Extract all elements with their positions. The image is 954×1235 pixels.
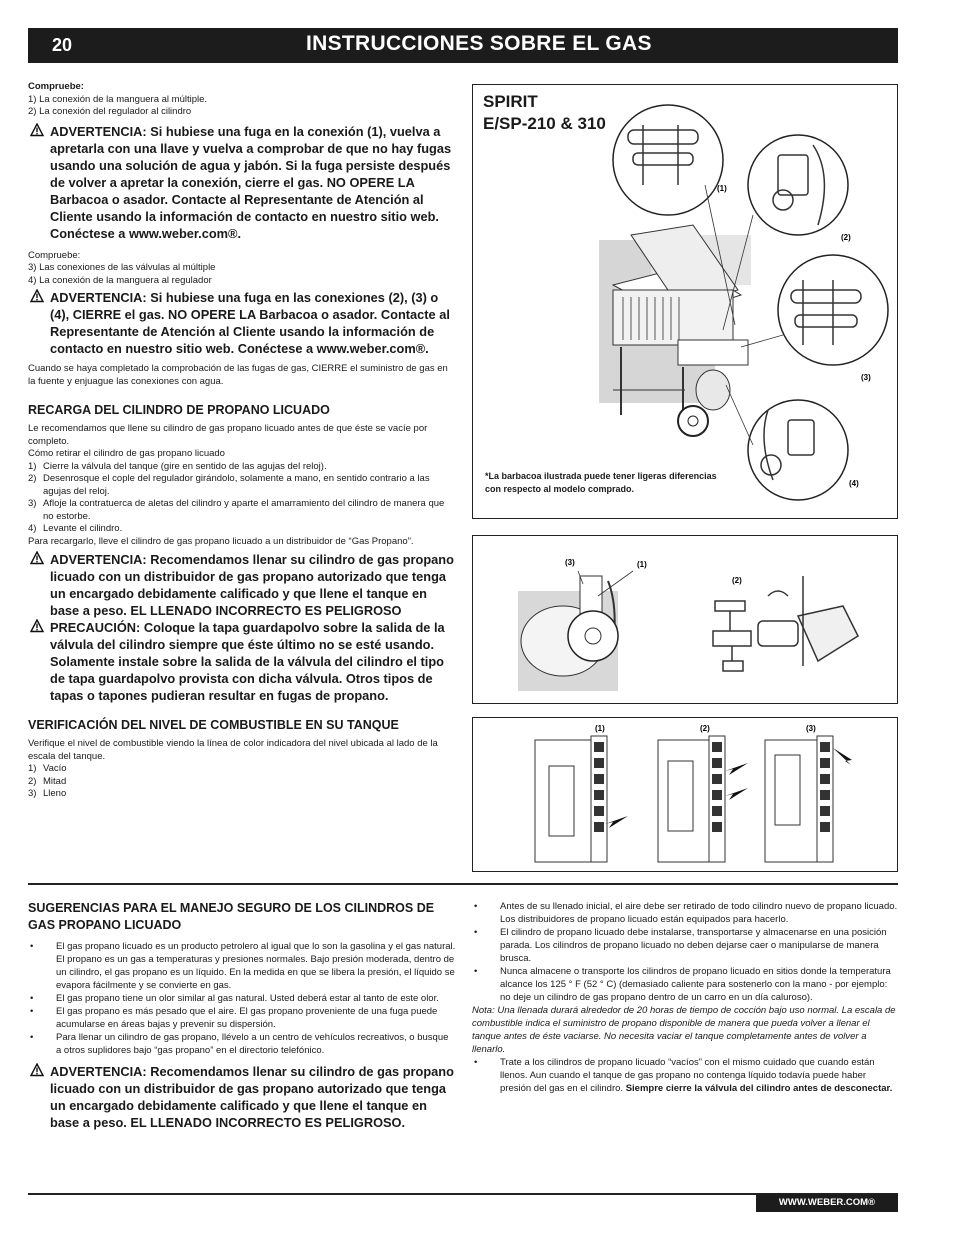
list-item: 1) Vacío (28, 763, 67, 774)
grill-illustration (473, 85, 897, 518)
callout-label-2: (2) (700, 724, 710, 733)
regulator-shape (580, 576, 602, 616)
tank-connection-illustration (473, 536, 897, 703)
warning-3-text: ADVERTENCIA: Recomendamos llenar su cilindro de gas propano licuado con un distribuidor de gas propano autorizado que tenga un encargado debidamente calificado y que llene el tanque en base a peso. EL LLENADO INCORRECTO ES PELIGROSO (50, 552, 454, 618)
check1-title: Compruebe: (28, 81, 84, 92)
list-item: 2) Mitad (28, 775, 67, 787)
warning-1-text: ADVERTENCIA: Si hubiese una fuga en la conexión (1), vuelva a apretarla con una llave y vuelva a comprobar de que no hay fugas usando una solución de agua y jabón. Si la fuga persiste después de volver a apretar la conexión, cierre el gas. NO OPERE LA Barbacoa o asador. Contacte al Representante de Atención al Cliente usando la información de contacto en nuestro sitio web. Conéctese a www.weber.com®. (50, 123, 452, 241)
list-item: 3) Afloje la contratuerca de aletas del cilindro y aparte el amarramiento del cilindro de manera que no estorbe. (28, 498, 445, 522)
list-item: • Antes de su llenado inicial, el aire debe ser retirado de todo cilindro nuevo de propano licuado. Los distribuidores de propano licuado están equipados para hacerlo. (474, 901, 898, 925)
warning-2-text: ADVERTENCIA: Si hubiese una fuga en las conexiones (2), (3) o (4), CIERRE el gas. NO OPERE LA Barbacoa o asador. Contacte al Representante de Atención al Cliente usando la información de contacto en nuestro sitio web. Conéctese a www.weber.com®. (50, 290, 450, 356)
check1-item-1: 1) La conexión de la manguera al múltiple. (28, 93, 208, 105)
figure-tank-connection (472, 535, 898, 704)
check1-item-2: 2) La conexión del regulador al cilindro (28, 106, 192, 117)
refill-note: Para recargarlo, lleve el cilindro de gas propano licuado a un distribuidor de “Gas Propano”. (28, 535, 414, 547)
caution-1 (28, 619, 456, 704)
warning-1 (28, 123, 456, 242)
list-item: • Para llenar un cilindro de gas propano, llévelo a un centro de vehículos recreativos, o busque a otros suplidores bajo “gas propano” en el directorio telefónico. (30, 1032, 449, 1056)
detail-circle-4 (748, 400, 848, 500)
level-items (28, 763, 456, 801)
refill-heading: RECARGA DEL CILINDRO DE PROPANO LICUADO (28, 403, 330, 417)
model-note: *La barbacoa ilustrada puede tener ligeras diferencias con respecto al modelo comprado. (485, 471, 717, 494)
tips-section-right (472, 900, 898, 1095)
figure-title: SPIRIT E/SP-210 & 310 (483, 92, 606, 133)
tank-shape (696, 370, 730, 410)
list-item: 1) Cierre la válvula del tanque (gire en sentido de las agujas del reloj). (28, 460, 327, 472)
list-item: • El gas propano es más pesado que el aire. El gas propano proveniente de una fuga puede acumularse en áreas bajas y prevenir su dispersión. (30, 1006, 438, 1030)
leak-check-section (28, 81, 456, 801)
list-item: 3) Lleno (28, 788, 67, 799)
list-item: 4) Levante el cilindro. (28, 523, 123, 534)
refill-intro: Le recomendamos que llene su cilindro de gas propano licuado antes de que éste se vacíe por completo. (28, 423, 428, 447)
callout-label-2: (2) (732, 576, 742, 585)
check2-title: Compruebe: (28, 249, 81, 261)
list-item: 2) Desenrosque el cople del regulador girándolo, solamente a mano, en sentido contrario a las agujas del reloj. (28, 473, 430, 497)
refill-steps (28, 461, 456, 536)
warning-icon (30, 1063, 44, 1077)
callout-label-4: (4) (849, 479, 859, 488)
tips-section-left (28, 900, 456, 1131)
scale-panel-2 (658, 736, 748, 862)
detail-circle-2 (748, 135, 848, 235)
warning-icon (30, 123, 44, 137)
page-title: INSTRUCCIONES SOBRE EL GAS (306, 32, 652, 55)
check2-item-4: 4) La conexión de la manguera al regulador (28, 274, 212, 286)
page-header (28, 28, 898, 63)
warning-icon (30, 551, 44, 565)
list-item: • Trate a los cilindros de propano licuado “vacíos” con el mismo cuidado que cuando están llenos. Aun cuando el tanque de gas propano no contenga líquido todavía puede haber presión del gas en el cilindro. Siempre cierre la válvula del cilindro antes de desconectar. (474, 1057, 893, 1094)
list-item: • El gas propano tiene un olor similar al gas natural. Usted deberá estar al tanto de este olor. (30, 993, 439, 1004)
scale-panel-1 (535, 736, 628, 862)
after-check-note: Cuando se haya completado la comprobación de las fugas de gas, CIERRE el suministro de gas en la fuente y enjuague las conexiones con agua. (28, 363, 448, 387)
section-divider (28, 883, 898, 885)
warning-2 (28, 289, 456, 357)
caution-1-text: PRECAUCIÓN: Coloque la tapa guardapolvo sobre la salida de la válvula del cilindro siempre que éste último no se esté usando. Solamente instale sobre la salida de la válvula del cilindro el tipo de tapa guardapolvo provista con dicha válvula. Otros tipos de tapas o tapones pudieran resultar en fugas de propano. (50, 620, 445, 703)
figure-grill-connections (472, 84, 898, 519)
figure-fuel-scale (472, 717, 898, 872)
check2-item-3: 3) Las conexiones de las válvulas al múltiple (28, 262, 216, 273)
callout-label-1: (1) (637, 560, 647, 569)
tips-heading: SUGERENCIAS PARA EL MANEJO SEGURO DE LOS CILINDROS DE GAS PROPANO LICUADO (28, 901, 435, 932)
callout-label-1: (1) (595, 724, 605, 733)
tips-warning (28, 1063, 456, 1131)
list-item: • El gas propano licuado es un producto petrolero al igual que lo son la gasolina y el gas natural. El propano es un gas a temperaturas y presiones normales. Bajo presión moderada, dentro de un cilindro, el gas propano es un líquido. En la medida en que se libera la presión, el líquido se evapora fácilmente y se convierte en gas. (30, 941, 456, 991)
warning-icon (30, 289, 44, 303)
callout-label-3: (3) (861, 373, 871, 382)
tips-warning-text: ADVERTENCIA: Recomendamos llenar su cilindro de gas propano licuado con un distribuidor de gas propano autorizado que tenga un encargado debidamente calificado y que llene el tanque en base a peso. EL LLENADO INCORRECTO ES PELIGROSO. (50, 1064, 454, 1130)
bold-warning: Siempre cierre la válvula del cilindro antes de desconectar. (625, 1083, 893, 1094)
tips-list-right (472, 900, 898, 1004)
level-intro: Verifique el nivel de combustible viendo la línea de color indicadora del nivel ubicada al lado de la escala del tanque. (28, 738, 438, 762)
footer-url: WWW.WEBER.COM® (756, 1194, 898, 1212)
callout-label-1: (1) (717, 184, 727, 193)
page-number: 20 (52, 35, 73, 55)
list-item: • Nunca almacene o transporte los cilindros de propano licuado en sitios donde la temperatura alcance los 125 ° F (52 ° C) (demasiado caliente para sostenerlo con la mano - por ejemplo: no deje un cilindro de gas propano dentro de un carro en un día caluroso). (474, 966, 891, 1003)
refill-how: Cómo retirar el cilindro de gas propano licuado (28, 448, 225, 459)
warning-icon (30, 619, 44, 633)
grill-side-panel (678, 340, 748, 365)
level-heading: VERIFICACIÓN DEL NIVEL DE COMBUSTIBLE EN SU TANQUE (28, 718, 399, 732)
detail-circle-1 (613, 105, 723, 215)
scale-panel-3 (765, 736, 852, 862)
tips-note: Nota: Una llenada durará alrededor de 20 horas de tiempo de cocción bajo uso normal. La escala de combustible indica el suministro de propano disponible de manera que pueda volver a llenar el tanque antes de éste vaciarse. No necesita vaciar el tanque completamente antes de volver a llenarlo. (472, 1005, 896, 1055)
callout-label-2: (2) (841, 233, 851, 242)
callout-label-3: (3) (565, 558, 575, 567)
warning-3 (28, 551, 456, 619)
tips-list-right-2 (472, 1056, 898, 1095)
callout-label-3: (3) (806, 724, 816, 733)
tips-list-left (28, 940, 456, 1057)
fuel-scale-illustration (473, 718, 897, 871)
list-item: • El cilindro de propano licuado debe instalarse, transportarse y almacenarse en una posición parada. Los cilindros de propano licuado no deben dejarse caer o manipularse de manera brusca. (474, 927, 887, 964)
